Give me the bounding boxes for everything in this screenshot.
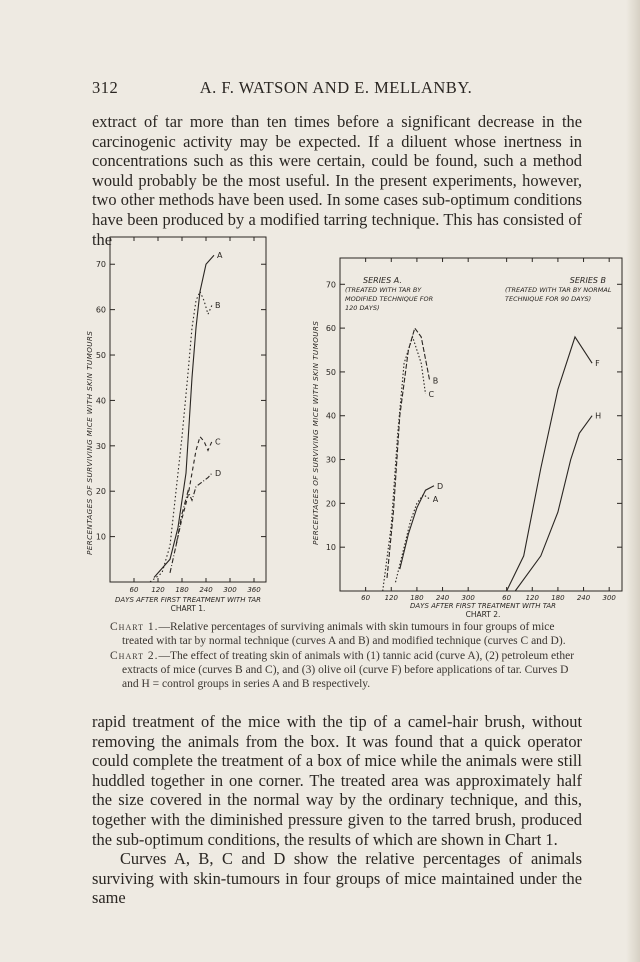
- chart-1-title: CHART 1.: [170, 604, 206, 613]
- chart-1-frame: [110, 237, 266, 582]
- body-paragraph-3: Curves A, B, C and D show the relative percentages of animals surviving with skin-tumours in four groups of mice maintained under the same: [92, 849, 582, 908]
- chart-1-caption: [110, 620, 580, 648]
- y-tick-label: 10: [325, 543, 336, 553]
- y-tick-label: 50: [95, 351, 106, 361]
- curve-label-h: H: [595, 411, 602, 421]
- x-tick-label: 60: [129, 586, 139, 594]
- curve-label-a: A: [217, 251, 223, 261]
- curve-label-d: D: [437, 481, 444, 491]
- page-number: 312: [92, 78, 119, 97]
- x-tick-label: 360: [247, 586, 261, 594]
- curve-h: [515, 416, 592, 591]
- y-tick-label: 60: [95, 305, 106, 315]
- body-paragraph: extract of tar more than ten times before a significant decrease in the carcinogenic activity may be expected. If a diluent whose inertness in concentrations such as this were certain, could be found, such a method would probably be the most useful. In the present experiments, however, two other methods have been used. In some cases sub-optimum conditions have been produced by a modified tarring technique. This has consisted of the: [92, 112, 582, 249]
- curve-label-c: C: [428, 389, 435, 399]
- chart-2-y-axis-label: PERCENTAGES OF SURVIVING MICE WITH SKIN TUMOURS: [311, 320, 320, 545]
- x-tick-label: 300: [461, 594, 475, 602]
- y-tick-label: 10: [95, 532, 106, 542]
- x-tick-label: 180: [410, 594, 424, 602]
- y-tick-label: 70: [325, 280, 336, 290]
- chart-1-caption-label: Chart 1.: [110, 621, 159, 633]
- y-tick-label: 20: [325, 499, 336, 509]
- chart-2-caption: [110, 649, 580, 691]
- curve-label-a: A: [432, 494, 439, 504]
- chart-2-x-axis-label: DAYS AFTER FIRST TREATMENT WITH TAR: [410, 602, 556, 610]
- curve-label-d: D: [215, 469, 222, 479]
- curve-f: [507, 337, 592, 591]
- series-b-panel-note: (TREATED WITH TAR BY NORMAL TECHNIQUE FOR 90 DAYS): [505, 286, 612, 303]
- series-b-panel-title: SERIES B: [569, 276, 606, 285]
- series-a-panel-title: SERIES A.: [363, 276, 402, 285]
- chart-2: [305, 250, 630, 620]
- running-title: A. F. WATSON AND E. MELLANBY.: [199, 78, 473, 97]
- y-tick-label: 70: [95, 260, 106, 270]
- body-paragraph-2-text: rapid treatment of the mice with the tip of a camel-hair brush, without removing the animals from the box. It was found that a quick operator could complete the treatment of a box of mice while the animals were still huddled together in one corner. The treated area was approximately half the size covered in the normal way by the ordinary technique, and this, together with the diminished pressure given to the tarred brush, produced the sub-optimum conditions, the results of which are shown in Chart 1.: [92, 712, 582, 849]
- chart-2-caption-label: Chart 2.: [110, 650, 159, 662]
- body-paragraph-2: [92, 712, 582, 908]
- x-tick-label: 180: [551, 594, 565, 602]
- y-tick-label: 30: [325, 455, 336, 465]
- chart-captions: [110, 620, 580, 692]
- chart-2-caption-text: —The effect of treating skin of animals with (1) tannic acid (curve A), (2) petroleum ether extracts of mice (curves B and C), and (3) olive oil (curve F) before applications of tar. Curves D and H = control groups in series A and B respectively.: [122, 650, 575, 690]
- x-tick-label: 240: [199, 586, 213, 594]
- chart-1-caption-text: —Relative percentages of surviving animals with skin tumours in four groups of mice treated with tar by normal technique (curves A and B) and modified technique (curves C and D).: [122, 621, 566, 647]
- x-tick-label: 180: [175, 586, 189, 594]
- series-a-panel-note: (TREATED WITH TAR BY MODIFIED TECHNIQUE FOR 120 DAYS): [345, 286, 434, 312]
- x-tick-label: 120: [151, 586, 165, 594]
- x-tick-label: 60: [361, 594, 371, 602]
- y-tick-label: 20: [95, 487, 106, 497]
- curve-b: [387, 328, 430, 578]
- x-tick-label: 240: [435, 594, 450, 602]
- chart-1: [86, 225, 296, 617]
- y-tick-label: 30: [95, 441, 106, 451]
- x-tick-label: 120: [384, 594, 398, 602]
- curve-label-b: B: [215, 301, 221, 311]
- curve-label-c: C: [215, 437, 221, 447]
- y-tick-label: 40: [95, 396, 106, 406]
- x-tick-label: 240: [576, 594, 591, 602]
- y-tick-label: 50: [325, 367, 336, 377]
- x-tick-label: 60: [502, 594, 512, 602]
- x-tick-label: 300: [602, 594, 616, 602]
- x-tick-label: 120: [525, 594, 539, 602]
- chart-1-y-axis-label: PERCENTAGES OF SURVIVING MICE WITH SKIN TUMOURS: [85, 330, 94, 555]
- y-tick-label: 40: [325, 411, 336, 421]
- page-header: [92, 78, 580, 100]
- x-tick-label: 300: [223, 586, 237, 594]
- chart-2-title: CHART 2.: [465, 610, 501, 619]
- curve-label-f: F: [595, 359, 600, 369]
- curve-c: [176, 437, 212, 546]
- curve-label-b: B: [432, 376, 439, 386]
- chart-1-x-axis-label: DAYS AFTER FIRST TREATMENT WITH TAR: [115, 596, 261, 604]
- curve-a: [396, 495, 430, 583]
- curve-b: [150, 292, 212, 583]
- y-tick-label: 60: [325, 324, 336, 334]
